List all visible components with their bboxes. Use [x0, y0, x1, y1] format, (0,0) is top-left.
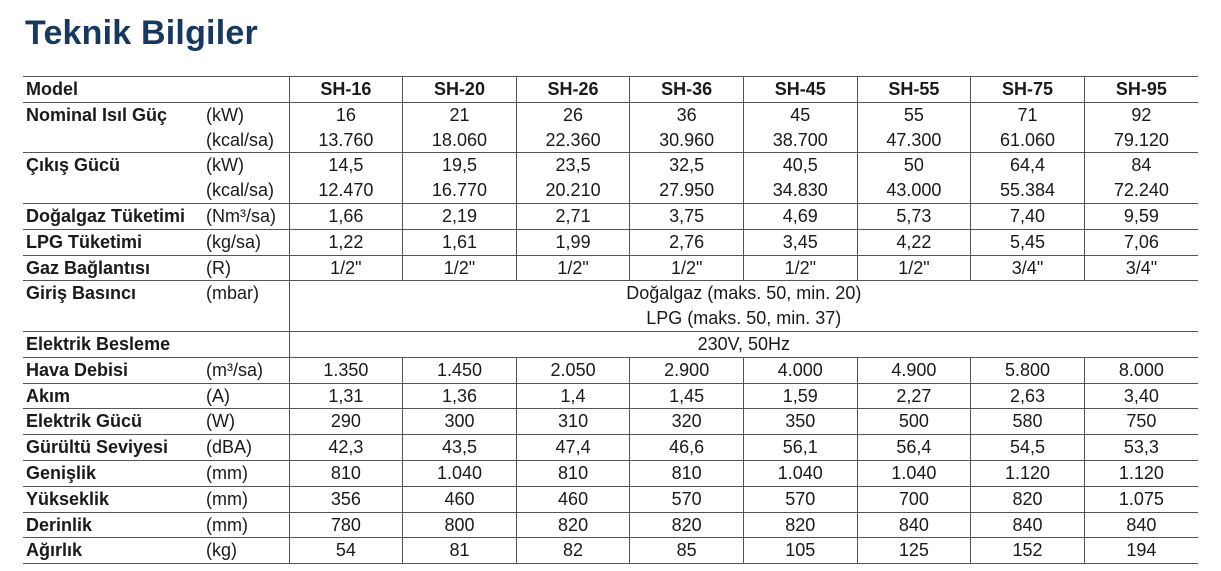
value-cell: 1,66	[289, 203, 403, 229]
value-cell: 3,40	[1084, 383, 1198, 409]
value-cell: 27.950	[630, 178, 744, 203]
value-cell: 700	[857, 486, 971, 512]
row-unit: (kg/sa)	[204, 229, 289, 255]
value-cell: 5,45	[971, 229, 1085, 255]
value-cell: 84	[1084, 153, 1198, 178]
value-cell: 55.384	[971, 178, 1085, 203]
table-row	[23, 460, 1198, 486]
value-cell: 460	[516, 486, 630, 512]
value-cell: 1.450	[403, 357, 517, 383]
row-label: Ağırlık	[23, 538, 204, 564]
row-unit: (mbar)	[206, 283, 260, 304]
value-cell: 840	[971, 512, 1085, 538]
value-cell: 125	[857, 538, 971, 564]
value-cell: 45	[743, 102, 857, 127]
value-cell: 72.240	[1084, 178, 1198, 203]
header-model: SH-75	[971, 77, 1085, 103]
value-cell: 570	[743, 486, 857, 512]
value-cell: 194	[1084, 538, 1198, 564]
value-cell: 61.060	[971, 128, 1085, 153]
value-cell: 840	[1084, 512, 1198, 538]
value-cell: 20.210	[516, 178, 630, 203]
value-cell: 780	[289, 512, 403, 538]
value-cell: 820	[743, 512, 857, 538]
value-cell: 356	[289, 486, 403, 512]
value-cell: 105	[743, 538, 857, 564]
table-row	[23, 512, 1198, 538]
value-cell: 810	[516, 460, 630, 486]
value-cell: 1,99	[516, 229, 630, 255]
row-unit: (kcal/sa)	[204, 128, 289, 153]
table-row	[23, 178, 1198, 203]
value-cell: 40,5	[743, 153, 857, 178]
value-cell: 2.900	[630, 357, 744, 383]
value-cell: 54	[289, 538, 403, 564]
value-cell: 4.900	[857, 357, 971, 383]
value-cell: 22.360	[516, 128, 630, 153]
value-cell: 1/2"	[857, 255, 971, 281]
value-cell: 7,06	[1084, 229, 1198, 255]
value-cell: 320	[630, 409, 744, 435]
value-cell: 71	[971, 102, 1085, 127]
row-label: Genişlik	[23, 460, 204, 486]
table-row	[23, 153, 1198, 178]
value-cell: 18.060	[403, 128, 517, 153]
value-cell: 1.120	[971, 460, 1085, 486]
row-unit: (kW)	[206, 104, 245, 125]
value-cell: 1,31	[289, 383, 403, 409]
row-label: Çıkış Gücü	[26, 155, 121, 176]
row-label	[23, 306, 204, 331]
value-cell: 13.760	[289, 128, 403, 153]
table-row	[23, 128, 1198, 153]
table-row	[23, 486, 1198, 512]
row-label: Gürültü Seviyesi	[23, 435, 204, 461]
value-cell: 800	[403, 512, 517, 538]
table-row	[23, 409, 1198, 435]
merged-cell: LPG (maks. 50, min. 37)	[289, 306, 1198, 331]
value-cell: 23,5	[516, 153, 630, 178]
value-cell: 810	[289, 460, 403, 486]
value-cell: 2,19	[403, 203, 517, 229]
table-row	[23, 229, 1198, 255]
row-unit: (kcal/sa)	[204, 178, 289, 203]
value-cell: 460	[403, 486, 517, 512]
value-cell: 42,3	[289, 435, 403, 461]
row-label: Hava Debisi	[23, 357, 204, 383]
value-cell: 570	[630, 486, 744, 512]
value-cell: 14,5	[289, 153, 403, 178]
value-cell: 2,27	[857, 383, 971, 409]
value-cell: 1.040	[403, 460, 517, 486]
table-row	[23, 306, 1198, 331]
row-unit: (kW)	[206, 155, 245, 176]
value-cell: 54,5	[971, 435, 1085, 461]
row-label: Elektrik Gücü	[23, 409, 204, 435]
value-cell: 2.050	[516, 357, 630, 383]
row-label: Giriş Basıncı	[26, 283, 137, 304]
merged-cell: Doğalgaz (maks. 50, min. 20)	[289, 281, 1198, 306]
page-title: Teknik Bilgiler	[25, 14, 258, 52]
header-model: SH-16	[289, 77, 403, 103]
value-cell: 92	[1084, 102, 1198, 127]
value-cell: 1.040	[857, 460, 971, 486]
value-cell: 16	[289, 102, 403, 127]
value-cell: 1,59	[743, 383, 857, 409]
row-label: Akım	[23, 383, 204, 409]
value-cell: 290	[289, 409, 403, 435]
value-cell: 5,73	[857, 203, 971, 229]
value-cell: 1/2"	[630, 255, 744, 281]
value-cell: 32,5	[630, 153, 744, 178]
value-cell: 12.470	[289, 178, 403, 203]
row-label: Yükseklik	[23, 486, 204, 512]
row-unit: (A)	[204, 383, 289, 409]
table-row	[23, 255, 1198, 281]
value-cell: 7,40	[971, 203, 1085, 229]
value-cell: 56,4	[857, 435, 971, 461]
header-model: SH-45	[743, 77, 857, 103]
value-cell: 19,5	[403, 153, 517, 178]
table-row	[23, 281, 1198, 306]
value-cell: 500	[857, 409, 971, 435]
value-cell: 26	[516, 102, 630, 127]
value-cell: 1,61	[403, 229, 517, 255]
value-cell: 820	[630, 512, 744, 538]
table-row	[23, 435, 1198, 461]
value-cell: 16.770	[403, 178, 517, 203]
row-label: Gaz Bağlantısı	[23, 255, 204, 281]
value-cell: 5.800	[971, 357, 1085, 383]
value-cell: 43,5	[403, 435, 517, 461]
value-cell: 820	[516, 512, 630, 538]
value-cell: 1/2"	[743, 255, 857, 281]
table-row	[23, 102, 1198, 127]
value-cell: 1.075	[1084, 486, 1198, 512]
value-cell: 1/2"	[516, 255, 630, 281]
value-cell: 300	[403, 409, 517, 435]
value-cell: 1/2"	[289, 255, 403, 281]
value-cell: 350	[743, 409, 857, 435]
value-cell: 1.350	[289, 357, 403, 383]
value-cell: 79.120	[1084, 128, 1198, 153]
value-cell: 3,45	[743, 229, 857, 255]
table-row	[23, 331, 1198, 357]
spec-table	[23, 76, 1198, 564]
table-row	[23, 203, 1198, 229]
value-cell: 310	[516, 409, 630, 435]
value-cell: 2,63	[971, 383, 1085, 409]
spec-table-body	[23, 102, 1198, 563]
value-cell: 3/4"	[971, 255, 1085, 281]
row-unit: (W)	[204, 409, 289, 435]
value-cell: 53,3	[1084, 435, 1198, 461]
row-unit: (kg)	[204, 538, 289, 564]
row-label: Doğalgaz Tüketimi	[23, 203, 204, 229]
header-model-label: Model	[23, 77, 289, 103]
value-cell: 55	[857, 102, 971, 127]
value-cell: 34.830	[743, 178, 857, 203]
row-label	[23, 128, 204, 153]
table-row	[23, 357, 1198, 383]
value-cell: 820	[971, 486, 1085, 512]
row-label	[23, 178, 204, 203]
value-cell: 36	[630, 102, 744, 127]
value-cell: 580	[971, 409, 1085, 435]
row-unit: (Nm³/sa)	[204, 203, 289, 229]
value-cell: 85	[630, 538, 744, 564]
value-cell: 810	[630, 460, 744, 486]
value-cell: 47.300	[857, 128, 971, 153]
value-cell: 9,59	[1084, 203, 1198, 229]
row-unit: (m³/sa)	[204, 357, 289, 383]
value-cell: 4.000	[743, 357, 857, 383]
value-cell: 81	[403, 538, 517, 564]
row-label: Elektrik Besleme	[23, 331, 204, 357]
value-cell: 3/4"	[1084, 255, 1198, 281]
value-cell: 4,69	[743, 203, 857, 229]
value-cell: 1,22	[289, 229, 403, 255]
row-unit: (mm)	[204, 512, 289, 538]
value-cell: 64,4	[971, 153, 1085, 178]
header-model: SH-95	[1084, 77, 1198, 103]
merged-cell: 230V, 50Hz	[289, 331, 1198, 357]
value-cell: 2,71	[516, 203, 630, 229]
header-model: SH-20	[403, 77, 517, 103]
header-model: SH-36	[630, 77, 744, 103]
row-unit: (mm)	[204, 486, 289, 512]
header-model: SH-26	[516, 77, 630, 103]
value-cell: 1,36	[403, 383, 517, 409]
header-model: SH-55	[857, 77, 971, 103]
value-cell: 840	[857, 512, 971, 538]
row-label: LPG Tüketimi	[23, 229, 204, 255]
value-cell: 152	[971, 538, 1085, 564]
value-cell: 4,22	[857, 229, 971, 255]
row-label: Derinlik	[23, 512, 204, 538]
value-cell: 1,4	[516, 383, 630, 409]
value-cell: 1.040	[743, 460, 857, 486]
value-cell: 2,76	[630, 229, 744, 255]
value-cell: 43.000	[857, 178, 971, 203]
value-cell: 47,4	[516, 435, 630, 461]
header-row	[23, 77, 1198, 103]
row-unit	[204, 306, 289, 331]
value-cell: 8.000	[1084, 357, 1198, 383]
value-cell: 46,6	[630, 435, 744, 461]
value-cell: 38.700	[743, 128, 857, 153]
table-row	[23, 538, 1198, 564]
value-cell: 21	[403, 102, 517, 127]
row-unit: (mm)	[204, 460, 289, 486]
value-cell: 56,1	[743, 435, 857, 461]
value-cell: 1.120	[1084, 460, 1198, 486]
value-cell: 82	[516, 538, 630, 564]
row-unit: (dBA)	[204, 435, 289, 461]
value-cell: 3,75	[630, 203, 744, 229]
value-cell: 50	[857, 153, 971, 178]
value-cell: 1/2"	[403, 255, 517, 281]
row-unit: (R)	[204, 255, 289, 281]
value-cell: 750	[1084, 409, 1198, 435]
value-cell: 30.960	[630, 128, 744, 153]
row-label: Nominal Isıl Güç	[26, 104, 168, 125]
value-cell: 1,45	[630, 383, 744, 409]
table-row	[23, 383, 1198, 409]
row-unit	[204, 331, 289, 357]
